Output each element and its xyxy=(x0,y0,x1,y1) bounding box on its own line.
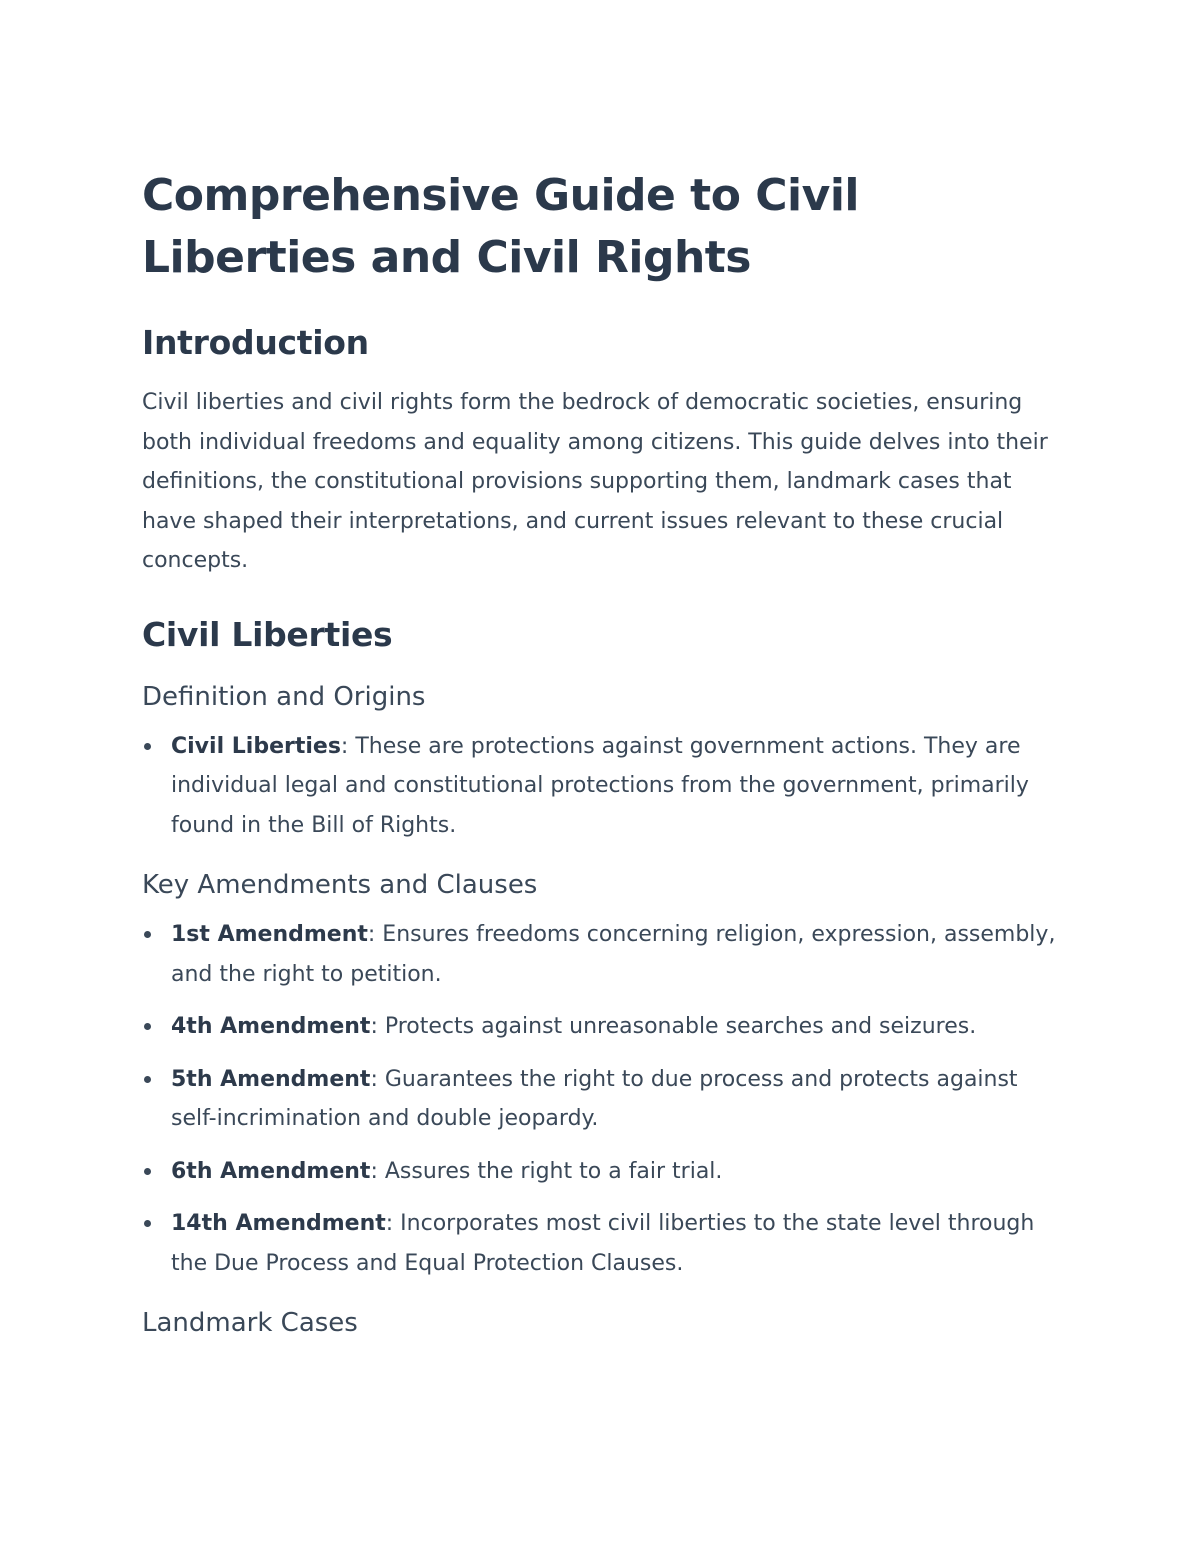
introduction-heading: Introduction xyxy=(142,323,369,362)
list-item-text: : Guarantees the right to due process and protects against self-incrimination and double jeopardy. xyxy=(171,1066,1018,1131)
list-item-term: 5th Amendment xyxy=(171,1066,371,1092)
definition-list xyxy=(142,727,1062,846)
list-item xyxy=(142,1060,1062,1139)
bullet-icon xyxy=(144,1168,151,1175)
bullet-icon xyxy=(144,1023,151,1030)
list-item-term: 14th Amendment xyxy=(171,1211,386,1236)
bullet-icon xyxy=(144,743,151,750)
list-item-text: : Assures the right to a fair trial. xyxy=(370,1158,723,1184)
key-amendments-heading: Key Amendments and Clauses xyxy=(142,870,538,900)
list-item xyxy=(142,1007,1062,1047)
list-item xyxy=(142,727,1062,846)
introduction-paragraph: Civil liberties and civil rights form the bedrock of democratic societies, ensuring both individual freedoms and equality among citizens. This guide delves into their definitions, the constitutional provisions supporting them, landmark cases that have shaped their interpretations, and current issues relevant to these crucial concepts. xyxy=(142,390,1048,573)
list-item-term: 4th Amendment xyxy=(171,1014,371,1039)
amendments-list xyxy=(142,915,1062,1283)
bullet-icon xyxy=(144,1220,151,1227)
list-item-text: : Protects against unreasonable searches and seizures. xyxy=(370,1014,977,1039)
list-item xyxy=(142,1204,1062,1283)
document-title: Comprehensive Guide to Civil Liberties and Civil Rights xyxy=(142,170,859,283)
list-item-term: 6th Amendment xyxy=(171,1158,371,1184)
list-item xyxy=(142,915,1062,994)
landmark-cases-heading: Landmark Cases xyxy=(142,1308,358,1338)
list-item-text: : Ensures freedoms concerning religion, expression, assembly, and the right to petition. xyxy=(171,922,1056,987)
list-item-text: : These are protections against government actions. They are individual legal and constitutional protections from the government, primarily found in the Bill of Rights. xyxy=(171,733,1029,838)
definition-origins-heading: Definition and Origins xyxy=(142,681,426,712)
document-page xyxy=(142,165,1062,1341)
bullet-icon xyxy=(144,931,151,938)
list-item xyxy=(142,1152,1062,1192)
list-item-term: Civil Liberties xyxy=(171,733,341,759)
civil-liberties-heading: Civil Liberties xyxy=(142,614,393,654)
list-item-text: : Incorporates most civil liberties to the state level through the Due Process and Equal Protection Clauses. xyxy=(171,1211,1035,1276)
bullet-icon xyxy=(144,1076,151,1083)
list-item-term: 1st Amendment xyxy=(171,922,368,947)
